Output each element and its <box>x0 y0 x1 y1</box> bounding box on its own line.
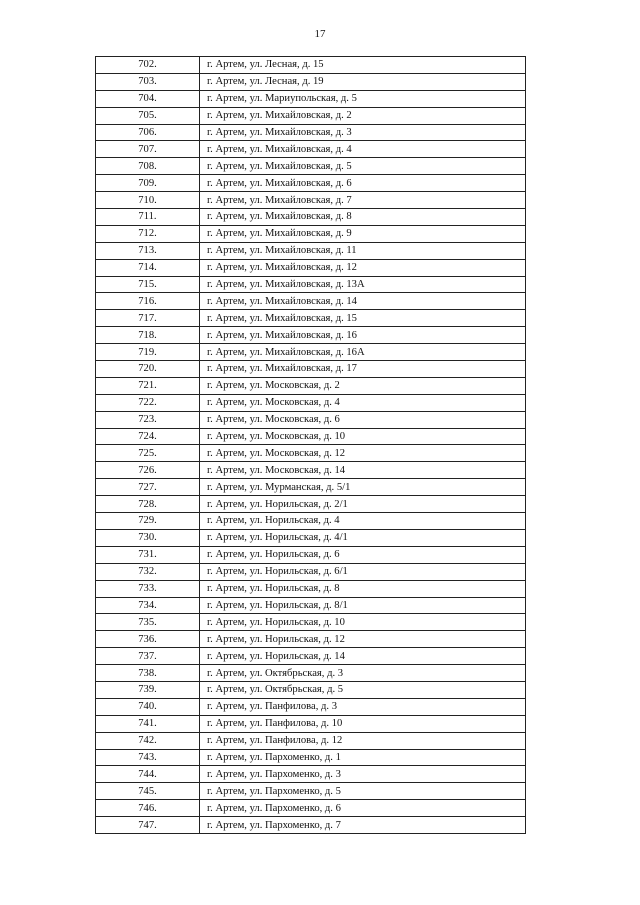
table-row <box>96 276 526 293</box>
row-address: г. Артем, ул. Московская, д. 12 <box>200 445 526 462</box>
row-address: г. Артем, ул. Норильская, д. 6 <box>200 546 526 563</box>
row-address: г. Артем, ул. Норильская, д. 8/1 <box>200 597 526 614</box>
row-number: 739. <box>96 681 200 698</box>
table-row <box>96 681 526 698</box>
row-number: 708. <box>96 158 200 175</box>
table-row <box>96 310 526 327</box>
row-address: г. Артем, ул. Пархоменко, д. 1 <box>200 749 526 766</box>
row-number: 728. <box>96 496 200 513</box>
row-number: 733. <box>96 580 200 597</box>
row-number: 712. <box>96 225 200 242</box>
table-row <box>96 479 526 496</box>
table-row <box>96 513 526 530</box>
table-row <box>96 158 526 175</box>
row-number: 705. <box>96 107 200 124</box>
row-number: 707. <box>96 141 200 158</box>
row-address: г. Артем, ул. Михайловская, д. 9 <box>200 225 526 242</box>
row-number: 744. <box>96 766 200 783</box>
row-number: 720. <box>96 361 200 378</box>
table-row <box>96 327 526 344</box>
row-address: г. Артем, ул. Пархоменко, д. 5 <box>200 783 526 800</box>
row-number: 730. <box>96 529 200 546</box>
address-table-body <box>96 57 526 834</box>
row-number: 723. <box>96 411 200 428</box>
row-number: 703. <box>96 73 200 90</box>
row-address: г. Артем, ул. Панфилова, д. 12 <box>200 732 526 749</box>
row-number: 731. <box>96 546 200 563</box>
table-row <box>96 698 526 715</box>
row-number: 727. <box>96 479 200 496</box>
row-number: 741. <box>96 715 200 732</box>
row-number: 746. <box>96 800 200 817</box>
row-address: г. Артем, ул. Пархоменко, д. 6 <box>200 800 526 817</box>
row-address: г. Артем, ул. Норильская, д. 2/1 <box>200 496 526 513</box>
row-number: 719. <box>96 344 200 361</box>
row-number: 736. <box>96 631 200 648</box>
row-number: 729. <box>96 513 200 530</box>
row-address: г. Артем, ул. Михайловская, д. 3 <box>200 124 526 141</box>
row-address: г. Артем, ул. Московская, д. 6 <box>200 411 526 428</box>
row-number: 716. <box>96 293 200 310</box>
row-address: г. Артем, ул. Октябрьская, д. 5 <box>200 681 526 698</box>
row-number: 747. <box>96 817 200 834</box>
row-address: г. Артем, ул. Михайловская, д. 16А <box>200 344 526 361</box>
row-number: 718. <box>96 327 200 344</box>
address-table <box>95 56 526 834</box>
table-row <box>96 648 526 665</box>
row-address: г. Артем, ул. Норильская, д. 8 <box>200 580 526 597</box>
row-address: г. Артем, ул. Михайловская, д. 11 <box>200 242 526 259</box>
table-row <box>96 546 526 563</box>
row-number: 743. <box>96 749 200 766</box>
row-address: г. Артем, ул. Михайловская, д. 2 <box>200 107 526 124</box>
row-address: г. Артем, ул. Норильская, д. 4/1 <box>200 529 526 546</box>
row-address: г. Артем, ул. Пархоменко, д. 7 <box>200 817 526 834</box>
row-address: г. Артем, ул. Михайловская, д. 13А <box>200 276 526 293</box>
table-row <box>96 259 526 276</box>
table-row <box>96 783 526 800</box>
row-address: г. Артем, ул. Панфилова, д. 10 <box>200 715 526 732</box>
row-address: г. Артем, ул. Михайловская, д. 5 <box>200 158 526 175</box>
table-row <box>96 614 526 631</box>
row-number: 745. <box>96 783 200 800</box>
row-address: г. Артем, ул. Норильская, д. 12 <box>200 631 526 648</box>
table-row <box>96 225 526 242</box>
row-address: г. Артем, ул. Михайловская, д. 8 <box>200 209 526 226</box>
row-address: г. Артем, ул. Норильская, д. 14 <box>200 648 526 665</box>
page-number: 17 <box>314 28 326 40</box>
table-row <box>96 175 526 192</box>
row-address: г. Артем, ул. Лесная, д. 15 <box>200 57 526 74</box>
row-number: 726. <box>96 462 200 479</box>
table-row <box>96 209 526 226</box>
row-number: 721. <box>96 377 200 394</box>
table-row <box>96 394 526 411</box>
row-address: г. Артем, ул. Михайловская, д. 4 <box>200 141 526 158</box>
table-row <box>96 496 526 513</box>
row-number: 725. <box>96 445 200 462</box>
row-number: 709. <box>96 175 200 192</box>
table-row <box>96 817 526 834</box>
row-address: г. Артем, ул. Норильская, д. 4 <box>200 513 526 530</box>
table-row <box>96 361 526 378</box>
row-number: 742. <box>96 732 200 749</box>
table-row <box>96 344 526 361</box>
table-row <box>96 749 526 766</box>
row-address: г. Артем, ул. Михайловская, д. 12 <box>200 259 526 276</box>
row-address: г. Артем, ул. Московская, д. 2 <box>200 377 526 394</box>
row-address: г. Артем, ул. Михайловская, д. 14 <box>200 293 526 310</box>
table-row <box>96 597 526 614</box>
table-row <box>96 73 526 90</box>
row-number: 715. <box>96 276 200 293</box>
table-row <box>96 563 526 580</box>
row-address: г. Артем, ул. Мариупольская, д. 5 <box>200 90 526 107</box>
row-address: г. Артем, ул. Лесная, д. 19 <box>200 73 526 90</box>
row-address: г. Артем, ул. Пархоменко, д. 3 <box>200 766 526 783</box>
table-row <box>96 141 526 158</box>
table-row <box>96 428 526 445</box>
table-row <box>96 580 526 597</box>
table-row <box>96 377 526 394</box>
table-row <box>96 665 526 682</box>
table-row <box>96 445 526 462</box>
table-row <box>96 529 526 546</box>
row-address: г. Артем, ул. Московская, д. 14 <box>200 462 526 479</box>
row-number: 724. <box>96 428 200 445</box>
table-row <box>96 411 526 428</box>
row-address: г. Артем, ул. Панфилова, д. 3 <box>200 698 526 715</box>
row-address: г. Артем, ул. Михайловская, д. 7 <box>200 192 526 209</box>
row-number: 738. <box>96 665 200 682</box>
row-number: 734. <box>96 597 200 614</box>
table-row <box>96 631 526 648</box>
row-number: 737. <box>96 648 200 665</box>
table-row <box>96 766 526 783</box>
row-number: 732. <box>96 563 200 580</box>
row-number: 713. <box>96 242 200 259</box>
row-address: г. Артем, ул. Московская, д. 10 <box>200 428 526 445</box>
table-row <box>96 293 526 310</box>
table-row <box>96 90 526 107</box>
table-row <box>96 462 526 479</box>
row-address: г. Артем, ул. Михайловская, д. 16 <box>200 327 526 344</box>
row-number: 740. <box>96 698 200 715</box>
row-number: 702. <box>96 57 200 74</box>
row-address: г. Артем, ул. Московская, д. 4 <box>200 394 526 411</box>
row-number: 714. <box>96 259 200 276</box>
table-row <box>96 732 526 749</box>
row-number: 711. <box>96 209 200 226</box>
row-number: 704. <box>96 90 200 107</box>
row-address: г. Артем, ул. Михайловская, д. 6 <box>200 175 526 192</box>
row-address: г. Артем, ул. Норильская, д. 10 <box>200 614 526 631</box>
table-row <box>96 242 526 259</box>
row-address: г. Артем, ул. Норильская, д. 6/1 <box>200 563 526 580</box>
table-row <box>96 107 526 124</box>
table-row <box>96 124 526 141</box>
row-number: 717. <box>96 310 200 327</box>
row-address: г. Артем, ул. Михайловская, д. 17 <box>200 361 526 378</box>
row-address: г. Артем, ул. Михайловская, д. 15 <box>200 310 526 327</box>
row-number: 735. <box>96 614 200 631</box>
table-row <box>96 800 526 817</box>
table-row <box>96 715 526 732</box>
table-row <box>96 192 526 209</box>
row-number: 710. <box>96 192 200 209</box>
row-number: 706. <box>96 124 200 141</box>
row-address: г. Артем, ул. Октябрьская, д. 3 <box>200 665 526 682</box>
row-address: г. Артем, ул. Мурманская, д. 5/1 <box>200 479 526 496</box>
row-number: 722. <box>96 394 200 411</box>
table-row <box>96 57 526 74</box>
